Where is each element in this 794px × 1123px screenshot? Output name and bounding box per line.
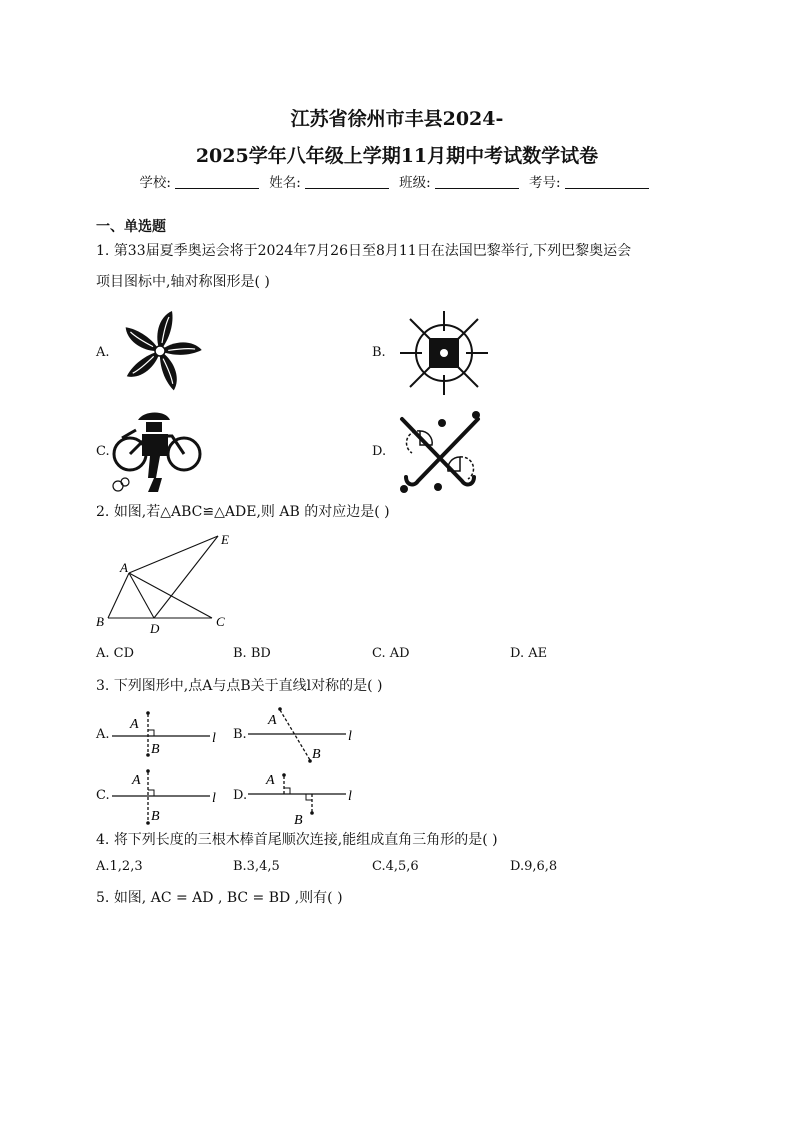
title-line-1: 江苏省徐州市丰县2024- xyxy=(290,108,504,130)
pinwheel-icon xyxy=(110,306,210,396)
point-b-label: B xyxy=(151,742,160,757)
school-label: 学校: xyxy=(139,175,171,191)
cyclist-icon xyxy=(108,408,204,494)
q4-option-a[interactable]: A.1,2,3 xyxy=(96,859,143,874)
section-heading: 一、单选题 xyxy=(96,219,166,235)
question-2-text: 如图,若△ABC≌△ADE,则 AB 的对应边是( ) xyxy=(113,504,390,520)
label-c: C xyxy=(216,614,225,629)
question-2-number: 2. xyxy=(96,504,110,520)
segment-ae xyxy=(129,536,218,573)
line-l-label: l xyxy=(212,731,216,746)
question-1-text: 第33届夏季奥运会将于2024年7月26日至8月11日在法国巴黎举行,下列巴黎奥运会 xyxy=(113,243,632,259)
question-3-text: 下列图形中,点A与点B关于直线l对称的是( ) xyxy=(113,678,383,694)
q1-option-a-label[interactable]: A. xyxy=(96,345,110,360)
question-1-line-1 xyxy=(96,240,631,260)
label-d: D xyxy=(150,621,160,636)
question-4-text: 将下列长度的三根木棒首尾顺次连接,能组成直角三角形的是( ) xyxy=(113,832,498,848)
question-2 xyxy=(96,501,390,521)
point-b-label: B xyxy=(294,813,303,828)
school-blank[interactable] xyxy=(175,188,259,189)
point-b-label: B xyxy=(151,809,160,824)
q3-option-b-label[interactable]: B. xyxy=(233,727,247,742)
segment-de xyxy=(154,536,218,618)
label-a: A xyxy=(120,560,128,575)
point-a-label: A xyxy=(130,717,139,732)
exam-number-label: 考号: xyxy=(529,175,561,191)
label-e: E xyxy=(221,532,229,547)
q4-option-d[interactable]: D.9,6,8 xyxy=(510,859,558,874)
point-b-label: B xyxy=(312,747,321,762)
point-a-label: A xyxy=(266,773,275,788)
q2-option-d[interactable]: D. AE xyxy=(510,646,548,661)
q2-option-c[interactable]: C. AD xyxy=(372,646,410,661)
q1-option-b-label[interactable]: B. xyxy=(372,345,386,360)
q3-figure-d xyxy=(246,766,358,828)
triangle-figure xyxy=(94,528,244,638)
question-5 xyxy=(96,887,343,907)
class-label: 班级: xyxy=(399,175,431,191)
question-5-number: 5. xyxy=(96,890,110,906)
line-l-label: l xyxy=(348,729,352,744)
line-l-label: l xyxy=(212,791,216,806)
q3-figure-a xyxy=(110,706,222,762)
class-blank[interactable] xyxy=(435,188,519,189)
q1-option-c-label[interactable]: C. xyxy=(96,444,110,459)
question-1-line-2: 项目图标中,轴对称图形是( ) xyxy=(96,274,270,290)
q2-option-b[interactable]: B. BD xyxy=(233,646,271,661)
q4-option-b[interactable]: B.3,4,5 xyxy=(233,859,280,874)
question-3-number: 3. xyxy=(96,678,110,694)
q2-option-a[interactable]: A. CD xyxy=(96,646,135,661)
question-1-number: 1. xyxy=(96,243,110,259)
q3-option-a-label[interactable]: A. xyxy=(96,727,110,742)
q3-option-c-label[interactable]: C. xyxy=(96,788,110,803)
exam-number-blank[interactable] xyxy=(565,188,649,189)
segment-ab xyxy=(108,573,129,618)
q3-option-d-label[interactable]: D. xyxy=(233,788,248,803)
question-3 xyxy=(96,675,383,695)
line-l-label: l xyxy=(348,789,352,804)
point-a-label: A xyxy=(132,773,141,788)
q3-figure-b xyxy=(246,704,358,766)
question-4-number: 4. xyxy=(96,832,110,848)
name-label: 姓名: xyxy=(269,175,301,191)
question-5-text: 如图, AC = AD , BC = BD ,则有( ) xyxy=(113,890,343,906)
q1-option-d-label[interactable]: D. xyxy=(372,444,387,459)
q3-figure-c xyxy=(110,766,222,828)
q4-option-c[interactable]: C.4,5,6 xyxy=(372,859,419,874)
question-4 xyxy=(96,829,498,849)
title-line-2: 2025学年八年级上学期11月期中考试数学试卷 xyxy=(195,145,599,167)
info-fields xyxy=(0,171,794,191)
name-blank[interactable] xyxy=(305,188,389,189)
point-a-label: A xyxy=(268,713,277,728)
label-b: B xyxy=(96,614,104,629)
hockey-sticks-icon xyxy=(392,405,488,497)
target-icon xyxy=(396,310,492,396)
